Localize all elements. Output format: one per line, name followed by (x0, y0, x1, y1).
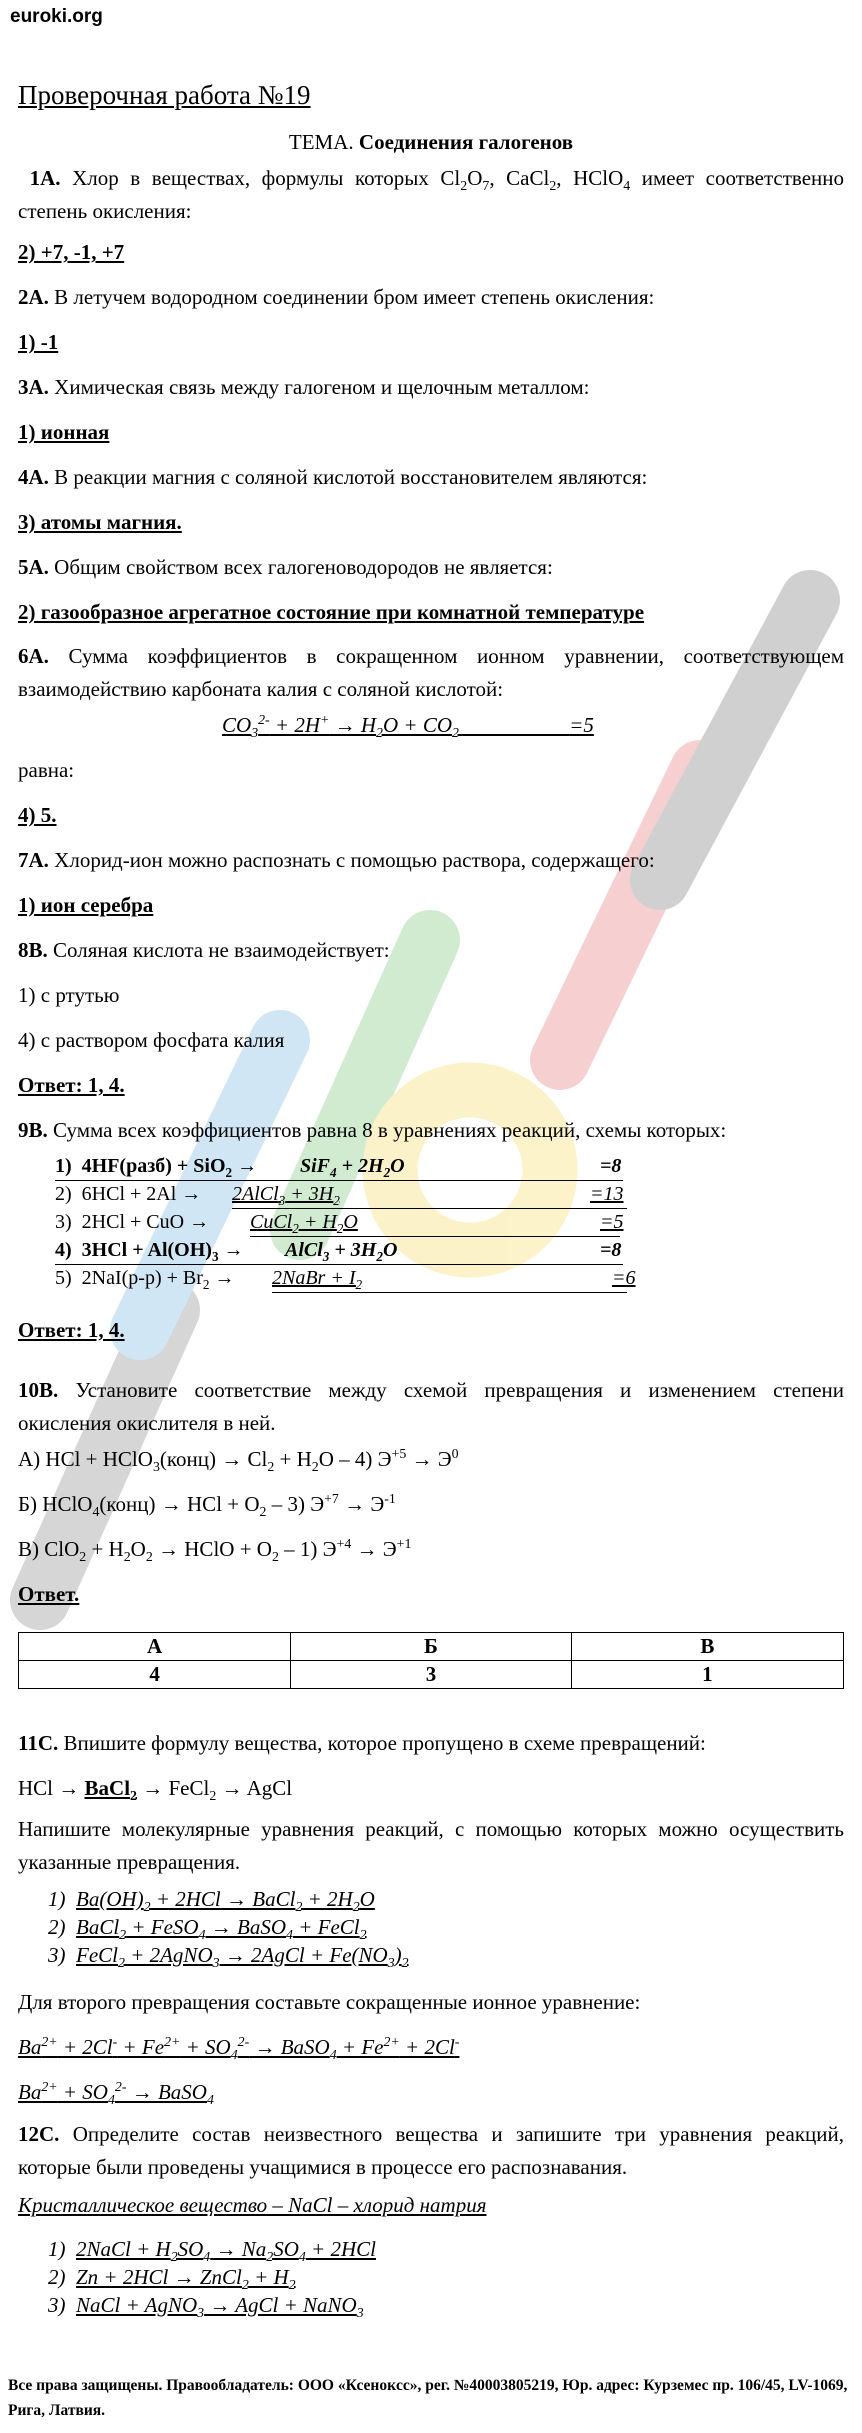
table-header: Б (291, 1633, 572, 1661)
question-3: 3А. Химическая связь между галогеном и щелочным металлом: (18, 375, 590, 399)
sum-9-4: =8 (600, 1239, 622, 1261)
page-title: Проверочная работа №19 (18, 80, 311, 110)
table-header: А (19, 1633, 291, 1661)
answer-3: 1) ионная (18, 420, 110, 444)
answer-4: 3) атомы магния. (18, 510, 182, 534)
reaction-9-5: 5) $2NaI(р-р) + Br_2$ → (55, 1267, 235, 1292)
scheme-11: HCl → BaCl$_2$ → FeCl$_2$ → AgCl (18, 1776, 293, 1804)
answer-5: 2) газообразное агрегатное состояние при комнатной температуре (18, 600, 645, 624)
answer-table (18, 1632, 844, 1689)
reaction-9-3-product: CuCl$_2$ + $H_2O$ (250, 1211, 358, 1236)
reaction-9-3: 3) 2HCl + CuO → (55, 1211, 210, 1233)
sum-9-5: =6 (612, 1267, 636, 1289)
question-9: 9В. Сумма всех коэффициентов равна 8 в уравнениях реакций, схемы которых: (18, 1118, 727, 1142)
question-5: 5А. Общим свойством всех галогеноводородов не является: (18, 555, 553, 579)
sum-9-1: =8 (600, 1155, 622, 1177)
reaction-9-1: 1) 4HF(разб) + SiO$_2$ → (55, 1155, 258, 1180)
rule-9-2 (232, 1208, 627, 1209)
answer-8: Ответ: 1, 4. (18, 1073, 125, 1097)
scheme-10-b: Б) HClO$_4$(конц) → HCl + $O_2 - 3$) $Э^{+7} \to Э^{-1}$ (18, 1491, 396, 1520)
sum-9-3: =5 (600, 1211, 624, 1233)
question-6-after: равна: (18, 758, 75, 782)
equation-11-1: 1) $Ba(OH)_2 + 2HCl$ → BaCl$_2$ + $2H_2O$ (48, 1887, 375, 1915)
reaction-9-4: 4) $3HCl + Al(OH)_3$ → (55, 1239, 244, 1264)
question-11: 11С. Впишите формулу вещества, которое пропущено в схеме превращений: (18, 1731, 706, 1755)
reaction-9-1-product: $SiF_4 + 2H_2O$ (300, 1155, 405, 1180)
footer-copyright: Все права защищены. Правообладатель: ООО «Ксенокcс», рег. №40003805219, Юр. адрес: Курземес пр. 106/45, LV-1069, Рига, Латвия. (8, 2377, 848, 2419)
reaction-9-4-product: AlCl$_3$ + $3H_2O$ (285, 1239, 398, 1264)
site-name[interactable]: euroki.org (10, 6, 103, 27)
question-1: 1А. Хлор в веществах, формулы которых $Cl_2O_7$, CaCl$_2$, HClO$_4$ имеет соответственно степень окисления: (18, 166, 845, 223)
answer-9: Ответ: 1, 4. (18, 1318, 125, 1342)
substance-line: Кристаллическое вещество – NaCl – хлорид натрия (18, 2193, 487, 2217)
equation-12-1: 1) 2NaCl + $H_2SO_4 \to Na_2SO_4 + 2HCl$ (48, 2237, 376, 2265)
scheme-10-a: А) HCl + HClO$_3$(конц) → $Cl_2 + H_2O - 4$) $Э^{+5} \to Э^0$ (18, 1446, 459, 1475)
equation-12-3: 3) NaCl + AgNO$_3$ → AgCl + NaNO$_3$ (48, 2293, 364, 2321)
question-4: 4А. В реакции магния с соляной кислотой восстановителем являются: (18, 465, 648, 489)
answer-7: 1) ион серебра (18, 893, 154, 917)
table-cell: 1 (571, 1661, 843, 1689)
question-8: 8В. Соляная кислота не взаимодействует: (18, 938, 390, 962)
rule-9-5 (272, 1292, 627, 1293)
question-6: 6А. Сумма коэффициентов в сокращенном ионном уравнении, соответствующем взаимодействию карбоната калия с соляной кислотой: (18, 644, 845, 701)
rule-9-1 (55, 1180, 623, 1181)
table-cell: 4 (19, 1661, 291, 1689)
table-cell: 3 (291, 1661, 572, 1689)
answer-6: 4) 5. (18, 803, 57, 827)
reaction-9-2-product: 2AlCl$_3$ + $3H_2$ (232, 1183, 340, 1208)
equation-11-2: 2) BaCl$_2$ + FeSO$_4$ → BaSO$_4$ + FeCl$_2$ (48, 1915, 367, 1943)
equation-6: $CO_3^{2-} + 2H^+ \to H_2O + CO_2$ =5 (222, 712, 594, 741)
ionic-equation-full: $Ba^{2+} + 2Cl^- + Fe^{2+} + SO_4^{2-}$ → BaSO$_4$ + $Fe^{2+} + 2Cl^-$ (18, 2034, 460, 2063)
reaction-9-2: 2) 6HCl + 2Al → (55, 1183, 202, 1205)
topic: ТЕМА. Соединения галогенов (288, 130, 574, 154)
equation-11-3: 3) FeCl$_2$ + 2AgNO$_3$ → 2AgCl + $Fe(NO_3)_2$ (48, 1943, 409, 1971)
option-8-4: 4) с раствором фосфата калия (18, 1028, 285, 1052)
sum-9-2: =13 (590, 1183, 624, 1205)
question-7: 7А. Хлорид-ион можно распознать с помощью раствора, содержащего: (18, 848, 655, 872)
answer-1: 2) +7, -1, +7 (18, 240, 125, 264)
table-header: В (571, 1633, 843, 1661)
question-2: 2А. В летучем водородном соединении бром имеет степень окисления: (18, 285, 655, 309)
reaction-9-5-product: 2NaBr + $I_2$ (272, 1267, 363, 1292)
question-11-text3: Для второго превращения составьте сокращенные ионное уравнение: (18, 1990, 641, 2014)
option-8-1: 1) с ртутью (18, 983, 120, 1007)
rule-9-4 (55, 1264, 623, 1265)
equation-12-2: 2) Zn + 2HCl → ZnCl$_2$ + $H_2$ (48, 2265, 296, 2293)
question-11-text2: Напишите молекулярные уравнения реакций, с помощью которых можно осуществить указанные превращения. (18, 1817, 844, 1874)
rule-9-3 (250, 1236, 620, 1237)
answer-10-label: Ответ. (18, 1582, 80, 1606)
ionic-equation-short: $Ba^{2+} + SO_4^{2-}$ → BaSO$_4$ (18, 2079, 214, 2108)
question-12: 12С. Определите состав неизвестного вещества и запишите три уравнения реакций, которые были проведены учащимися в процессе его распознавания. (18, 2122, 845, 2179)
question-10: 10В. Установите соответствие между схемой превращения и изменением степени окисления окислителя в ней. (18, 1378, 844, 1435)
scheme-10-c: В) $ClO_2 + H_2O_2$ → HClO + $O_2 - 1$) $Э^{+4} \to Э^{+1}$ (18, 1536, 412, 1565)
answer-2: 1) -1 (18, 330, 59, 354)
